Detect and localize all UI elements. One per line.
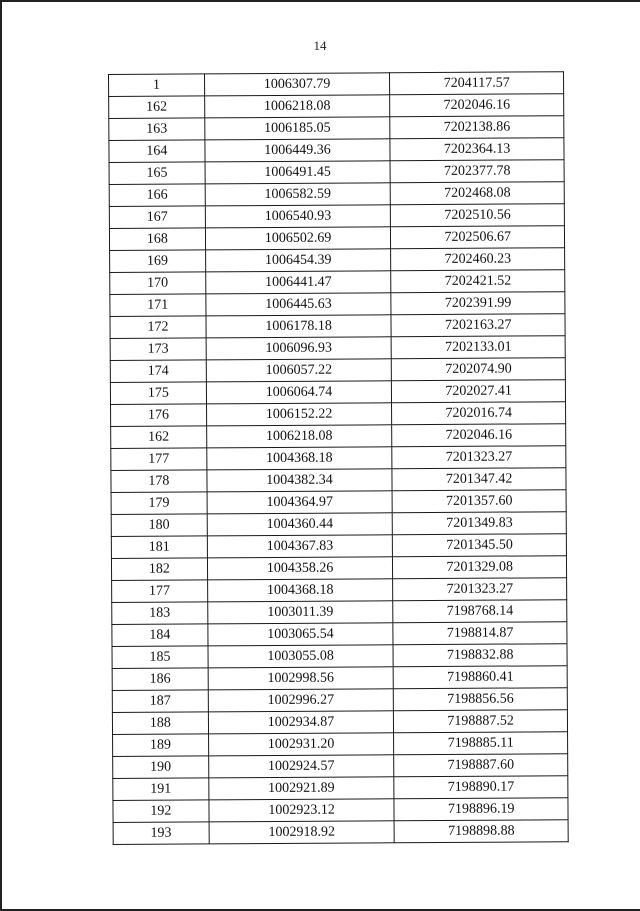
table-row [109, 226, 564, 251]
x-coordinate-cell: 1002924.57 [208, 755, 394, 778]
point-number-cell: 176 [111, 404, 207, 427]
x-coordinate-cell: 1006502.69 [205, 227, 391, 250]
y-coordinate-cell: 7202506.67 [391, 226, 565, 249]
table-row [109, 94, 564, 119]
x-coordinate-cell: 1002921.89 [209, 777, 395, 800]
y-coordinate-cell: 7198885.11 [394, 732, 568, 755]
table-row [109, 160, 564, 185]
y-coordinate-cell: 7202016.74 [392, 402, 566, 425]
y-coordinate-cell: 7202074.90 [392, 358, 566, 381]
point-number-cell: 177 [111, 448, 207, 471]
point-number-cell: 177 [112, 580, 208, 603]
y-coordinate-cell: 7198832.88 [393, 644, 567, 667]
x-coordinate-cell: 1006441.47 [205, 271, 391, 294]
table-row [110, 270, 565, 295]
y-coordinate-cell: 7198890.17 [394, 776, 568, 799]
x-coordinate-cell: 1004368.18 [207, 579, 393, 602]
x-coordinate-cell: 1006540.93 [205, 205, 391, 228]
point-number-cell: 162 [111, 426, 207, 449]
table-row [113, 798, 568, 823]
y-coordinate-cell: 7202364.13 [390, 138, 564, 161]
point-number-cell: 178 [111, 470, 207, 493]
table-row [113, 776, 568, 801]
table-row [112, 622, 567, 647]
point-number-cell: 164 [109, 140, 205, 163]
x-coordinate-cell: 1006449.36 [205, 139, 391, 162]
table-row [112, 644, 567, 669]
y-coordinate-cell: 7202468.08 [391, 182, 565, 205]
table-row [110, 380, 565, 405]
point-number-cell: 181 [111, 536, 207, 559]
table-row [109, 138, 564, 163]
table-row [113, 732, 568, 757]
point-number-cell: 1 [109, 74, 205, 97]
x-coordinate-cell: 1006491.45 [205, 161, 391, 184]
point-number-cell: 189 [113, 734, 209, 757]
point-number-cell: 192 [113, 800, 209, 823]
table-row [111, 446, 566, 471]
x-coordinate-cell: 1006445.63 [206, 293, 392, 316]
point-number-cell: 190 [113, 756, 209, 779]
table-row [111, 468, 566, 493]
table-row [113, 754, 568, 779]
point-number-cell: 179 [111, 492, 207, 515]
y-coordinate-cell: 7198768.14 [393, 600, 567, 623]
x-coordinate-cell: 1002931.20 [208, 733, 394, 756]
x-coordinate-cell: 1002996.27 [208, 689, 394, 712]
x-coordinate-cell: 1004364.97 [207, 491, 393, 514]
table-row [112, 600, 567, 625]
point-number-cell: 169 [110, 250, 206, 273]
y-coordinate-cell: 7202391.99 [391, 292, 565, 315]
y-coordinate-cell: 7201329.08 [393, 556, 567, 579]
table-row [110, 314, 565, 339]
point-number-cell: 162 [109, 96, 205, 119]
table-row [109, 204, 564, 229]
point-number-cell: 165 [109, 162, 205, 185]
point-number-cell: 171 [110, 294, 206, 317]
table-row [112, 688, 567, 713]
point-number-cell: 186 [112, 668, 208, 691]
x-coordinate-cell: 1004382.34 [207, 469, 393, 492]
point-number-cell: 187 [112, 690, 208, 713]
point-number-cell: 184 [112, 624, 208, 647]
y-coordinate-cell: 7202133.01 [391, 336, 565, 359]
table-row [112, 710, 567, 735]
x-coordinate-cell: 1002998.56 [208, 667, 394, 690]
table-row [110, 248, 565, 273]
point-number-cell: 185 [112, 646, 208, 669]
y-coordinate-cell: 7201357.60 [392, 490, 566, 513]
point-number-cell: 170 [110, 272, 206, 295]
y-coordinate-cell: 7198856.56 [394, 688, 568, 711]
y-coordinate-cell: 7204117.57 [390, 72, 564, 95]
y-coordinate-cell: 7201347.42 [392, 468, 566, 491]
table-row [110, 292, 565, 317]
x-coordinate-cell: 1002918.92 [209, 821, 395, 844]
y-coordinate-cell: 7198896.19 [394, 798, 568, 821]
y-coordinate-cell: 7202377.78 [390, 160, 564, 183]
page-number: 14 [313, 38, 327, 53]
y-coordinate-cell: 7202510.56 [391, 204, 565, 227]
point-number-cell: 174 [110, 360, 206, 383]
point-number-cell: 167 [109, 206, 205, 229]
table-row [113, 820, 568, 845]
x-coordinate-cell: 1006057.22 [206, 359, 392, 382]
x-coordinate-cell: 1003055.08 [208, 645, 394, 668]
x-coordinate-cell: 1002923.12 [209, 799, 395, 822]
table-row [111, 556, 566, 581]
y-coordinate-cell: 7198860.41 [393, 666, 567, 689]
point-number-cell: 175 [110, 382, 206, 405]
table-row [112, 578, 567, 603]
x-coordinate-cell: 1003065.54 [208, 623, 394, 646]
y-coordinate-cell: 7202460.23 [391, 248, 565, 271]
y-coordinate-cell: 7202421.52 [391, 270, 565, 293]
table-row [109, 182, 564, 207]
table-row [109, 116, 564, 141]
table-row [110, 336, 565, 361]
x-coordinate-cell: 1006152.22 [206, 403, 392, 426]
x-coordinate-cell: 1006218.08 [204, 95, 390, 118]
y-coordinate-cell: 7202163.27 [391, 314, 565, 337]
x-coordinate-cell: 1004360.44 [207, 513, 393, 536]
point-number-cell: 188 [112, 712, 208, 735]
point-number-cell: 182 [111, 558, 207, 581]
x-coordinate-cell: 1006582.59 [205, 183, 391, 206]
coordinates-table [108, 71, 569, 845]
table-row [112, 666, 567, 691]
table-row [111, 512, 566, 537]
point-number-cell: 180 [111, 514, 207, 537]
table-row [111, 424, 566, 449]
y-coordinate-cell: 7202046.16 [390, 94, 564, 117]
point-number-cell: 168 [109, 228, 205, 251]
x-coordinate-cell: 1006454.39 [205, 249, 391, 272]
point-number-cell: 173 [110, 338, 206, 361]
point-number-cell: 163 [109, 118, 205, 141]
x-coordinate-cell: 1006178.18 [206, 315, 392, 338]
y-coordinate-cell: 7201323.27 [393, 578, 567, 601]
y-coordinate-cell: 7198814.87 [393, 622, 567, 645]
y-coordinate-cell: 7201323.27 [392, 446, 566, 469]
table-row [111, 402, 566, 427]
x-coordinate-cell: 1004358.26 [207, 557, 393, 580]
y-coordinate-cell: 7201345.50 [393, 534, 567, 557]
coordinates-table-body [109, 72, 569, 845]
y-coordinate-cell: 7198887.60 [394, 754, 568, 777]
point-number-cell: 193 [113, 822, 209, 845]
y-coordinate-cell: 7198887.52 [394, 710, 568, 733]
table-row [111, 490, 566, 515]
table-row [109, 72, 564, 97]
point-number-cell: 183 [112, 602, 208, 625]
x-coordinate-cell: 1006218.08 [206, 425, 392, 448]
x-coordinate-cell: 1006064.74 [206, 381, 392, 404]
point-number-cell: 172 [110, 316, 206, 339]
x-coordinate-cell: 1003011.39 [207, 601, 393, 624]
x-coordinate-cell: 1004368.18 [207, 447, 393, 470]
y-coordinate-cell: 7202027.41 [392, 380, 566, 403]
y-coordinate-cell: 7202138.86 [390, 116, 564, 139]
y-coordinate-cell: 7201349.83 [393, 512, 567, 535]
point-number-cell: 166 [109, 184, 205, 207]
point-number-cell: 191 [113, 778, 209, 801]
x-coordinate-cell: 1002934.87 [208, 711, 394, 734]
table-row [111, 534, 566, 559]
x-coordinate-cell: 1004367.83 [207, 535, 393, 558]
y-coordinate-cell: 7202046.16 [392, 424, 566, 447]
x-coordinate-cell: 1006307.79 [204, 73, 390, 96]
table-row [110, 358, 565, 383]
y-coordinate-cell: 7198898.88 [394, 820, 568, 843]
x-coordinate-cell: 1006096.93 [206, 337, 392, 360]
x-coordinate-cell: 1006185.05 [205, 117, 391, 140]
